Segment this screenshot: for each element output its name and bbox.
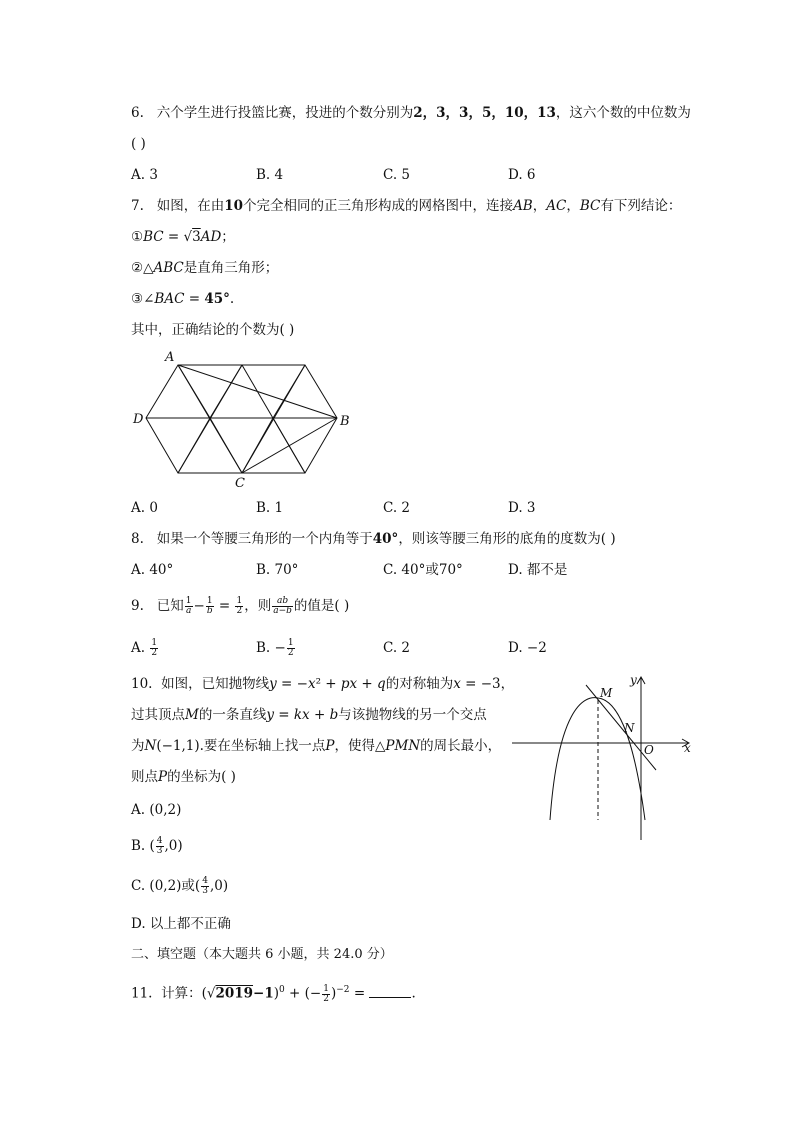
q10-label-x: x [684, 741, 691, 755]
q6-option-b: B. 4 [256, 167, 284, 183]
q6-option-a: A. 3 [131, 167, 158, 183]
q10-label-o: O [644, 743, 654, 757]
q7-option-a: A. 0 [131, 500, 158, 516]
q7-label-a: A [165, 350, 175, 365]
q6-option-c: C. 5 [383, 167, 411, 183]
q9-option-a: A. $\frac{1}{2}$ [131, 638, 158, 658]
q7-option-b: B. 1 [256, 500, 284, 516]
q9-stem: 9. 已知 $\frac{1}{a}$ − $\frac{1}{b}$ = $\frac{1}{2}$ ，则 $\frac{ab}{a-b}$ 的值是( ) [131, 596, 350, 616]
q10-option-d: D. 以上都不正确 [131, 916, 231, 932]
q7-hexagon-grid-figure [125, 345, 355, 490]
q10-line-1: 10. 如图，已知抛物线y = −x² + px + q的对称轴为x = −3， [131, 676, 515, 692]
q8-option-c: C. 40°或70° [383, 562, 463, 578]
q10-option-a: A. (0,2) [131, 802, 182, 818]
q6-paren: ( ) [131, 136, 146, 152]
q10-label-n: N [624, 721, 635, 735]
q10-label-y: y [630, 673, 637, 687]
q6-option-d: D. 6 [508, 167, 536, 183]
q6-stem: 6. 六个学生进行投篮比赛，投进的个数分别为2，3，3，5，10，13，这六个数的中位数为 [131, 105, 691, 121]
q9-option-d: D. −2 [508, 640, 547, 656]
q7-ask: 其中，正确结论的个数为( ) [131, 322, 295, 338]
q10-option-b: B. ( $\frac{4}{3}$ ,0) [131, 836, 183, 856]
q7-conclusion-3: ③∠BAC = 45°. [131, 291, 235, 307]
q10-label-m: M [600, 686, 613, 700]
q8-option-a: A. 40° [131, 562, 174, 578]
q8-stem: 8. 如果一个等腰三角形的一个内角等于40°，则该等腰三角形的底角的度数为( ) [131, 531, 616, 547]
q11-stem: 11. 计算：$(√2019-1)^0$ + (− $\frac{1}{2}$ )$^{-2}$ = . [131, 983, 416, 1004]
q7-conclusion-1: ①BC = √3AD； [131, 229, 235, 245]
q10-line-2: 过其顶点M的一条直线y = kx + b与该抛物线的另一个交点 [131, 707, 487, 723]
q7-option-d: D. 3 [508, 500, 536, 516]
q9-option-c: C. 2 [383, 640, 411, 656]
q8-option-d: D. 都不是 [508, 562, 568, 578]
q10-option-c: C. (0,2)或( $\frac{4}{3}$ ,0) [131, 876, 229, 896]
q7-label-b: B [340, 414, 350, 429]
q10-line-3: 为N(−1,1).要在坐标轴上找一点P，使得△PMN的周长最小， [131, 738, 502, 754]
q9-option-b: B. − $\frac{1}{2}$ [256, 638, 294, 658]
q10-parabola-figure [508, 670, 698, 845]
q7-label-c: C [235, 476, 245, 490]
q7-conclusion-2: ②△ABC是直角三角形； [131, 260, 279, 276]
q7-label-d: D [133, 412, 144, 427]
q7-stem: 7. 如图，在由10个完全相同的正三角形构成的网格图中，连接AB，AC，BC有下列结论： [131, 198, 682, 214]
section-2-heading: 二、填空题（本大题共 6 小题，共 24.0 分） [131, 947, 393, 962]
q7-option-c: C. 2 [383, 500, 411, 516]
q8-option-b: B. 70° [256, 562, 299, 578]
q10-line-4: 则点P的坐标为( ) [131, 769, 236, 785]
